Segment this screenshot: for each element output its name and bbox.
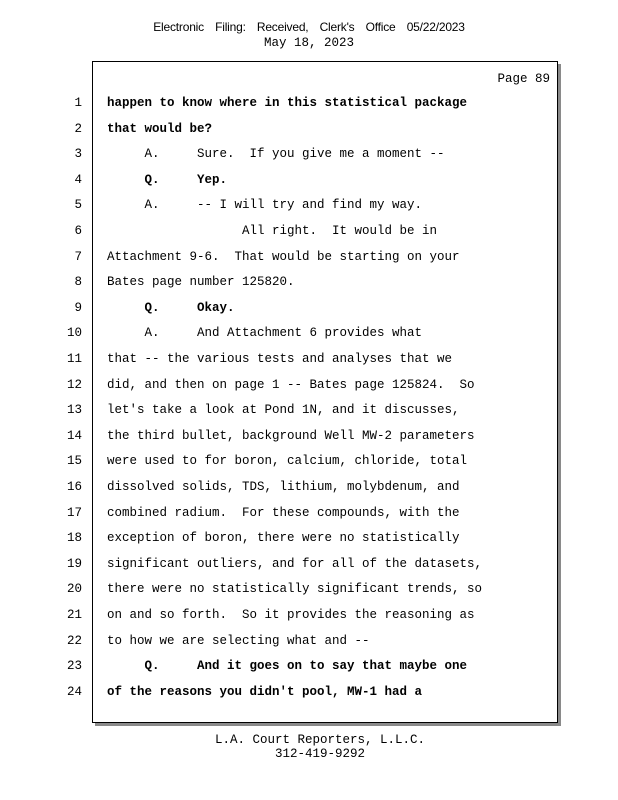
filing-word-electronic: Electronic: [153, 20, 204, 34]
transcript-line: Attachment 9-6. That would be starting on your: [107, 250, 460, 264]
transcript-line: A. And Attachment 6 provides what: [107, 326, 423, 340]
transcript-line: let's take a look at Pond 1N, and it discusses,: [107, 403, 460, 417]
line-number: 5: [74, 198, 82, 212]
filing-word-filing: Filing:: [215, 20, 246, 34]
line-number: 22: [66, 634, 82, 648]
line-number: 1: [74, 96, 82, 110]
transcript-line: All right. It would be in: [107, 224, 438, 238]
transcript-line: that would be?: [107, 122, 213, 136]
filing-word-office: Office: [365, 20, 396, 34]
line-number: 19: [66, 557, 82, 571]
transcript-line: Q. Okay.: [107, 301, 235, 315]
line-number: 21: [66, 608, 82, 622]
transcript-line: significant outliers, and for all of the datasets,: [107, 557, 483, 571]
filing-word-clerks: Clerk's: [319, 20, 355, 34]
transcript-line: dissolved solids, TDS, lithium, molybdenum, and: [107, 480, 460, 494]
filing-stamp: [0, 20, 618, 34]
line-number: 9: [74, 301, 82, 315]
line-number: 12: [66, 378, 82, 392]
line-number: 17: [66, 506, 82, 520]
transcript-line: did, and then on page 1 -- Bates page 125824. So: [107, 378, 475, 392]
transcript-line: happen to know where in this statistical package: [107, 96, 468, 110]
line-number: 23: [66, 659, 82, 673]
page-number: Page 89: [497, 72, 550, 86]
transcript-line: A. Sure. If you give me a moment --: [107, 147, 445, 161]
transcript-line: Q. Yep.: [107, 173, 228, 187]
transcript-line: were used to for boron, calcium, chloride, total: [107, 454, 468, 468]
transcript-line: the third bullet, background Well MW-2 parameters: [107, 429, 475, 443]
filing-word-received: Received,: [256, 20, 309, 34]
transcript-line: Q. And it goes on to say that maybe one: [107, 659, 468, 673]
line-number: 3: [74, 147, 82, 161]
transcript-line: of the reasons you didn't pool, MW-1 had a: [107, 685, 423, 699]
line-number: 16: [66, 480, 82, 494]
line-number: 24: [66, 685, 82, 699]
line-number: 7: [74, 250, 82, 264]
filing-date: 05/22/2023: [406, 20, 465, 34]
footer-phone: 312-419-9292: [274, 747, 365, 761]
transcript-line: to how we are selecting what and --: [107, 634, 370, 648]
line-number: 4: [74, 173, 82, 187]
transcript-line: there were no statistically significant trends, so: [107, 582, 483, 596]
transcript-line: A. -- I will try and find my way.: [107, 198, 423, 212]
transcript-line: Bates page number 125820.: [107, 275, 295, 289]
line-number: 14: [66, 429, 82, 443]
transcript-line: combined radium. For these compounds, with the: [107, 506, 460, 520]
line-number: 10: [66, 326, 82, 340]
line-number: 8: [74, 275, 82, 289]
line-number: 6: [74, 224, 82, 238]
line-number: 11: [66, 352, 82, 366]
transcript-line: that -- the various tests and analyses that we: [107, 352, 453, 366]
line-number: 20: [66, 582, 82, 596]
hearing-date: May 18, 2023: [263, 36, 354, 50]
transcript-line: exception of boron, there were no statistically: [107, 531, 460, 545]
line-number: 13: [66, 403, 82, 417]
footer-company: L.A. Court Reporters, L.L.C.: [214, 733, 426, 747]
transcript-line: on and so forth. So it provides the reasoning as: [107, 608, 475, 622]
line-number: 15: [66, 454, 82, 468]
line-number: 2: [74, 122, 82, 136]
line-number: 18: [66, 531, 82, 545]
